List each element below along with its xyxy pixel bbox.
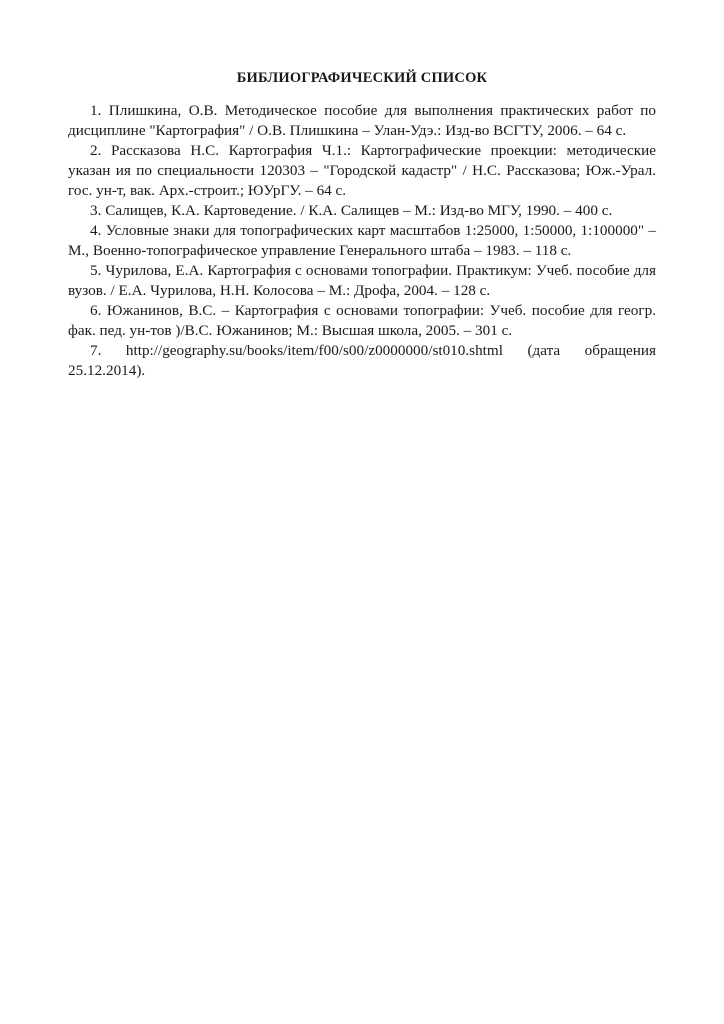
reference-item-2: 2. Рассказова Н.С. Картография Ч.1.: Картографические проекции: методические указан ия по специальности 120303 – "Городской кадастр" / Н.С. Рассказова; Юж.-Урал. гос. ун-т, вак. Арх.-строит.; ЮУрГУ. – 64 с. <box>68 142 656 199</box>
reference-item-6: 6. Южанинов, В.С. – Картография с основами топографии: Учеб. пособие для геогр. фак. пед. ун-тов )/В.С. Южанинов; М.: Высшая школа, 2005. – 301 с. <box>68 302 656 339</box>
reference-item-3: 3. Салищев, К.А. Картоведение. / К.А. Салищев – М.: Изд-во МГУ, 1990. – 400 с. <box>90 202 613 219</box>
reference-item-4: 4. Условные знаки для топографических карт масштабов 1:25000, 1:50000, 1:100000" – М., Военно-топографическое управление Генерального штаба – 1983. – 118 с. <box>68 222 656 259</box>
reference-item-1: 1. Плишкина, О.В. Методическое пособие для выполнения практических работ по дисциплине "Картография" / О.В. Плишкина – Улан-Удэ.: Изд-во ВСГТУ, 2006. – 64 с. <box>68 102 656 139</box>
page-title: БИБЛИОГРАФИЧЕСКИЙ СПИСОК <box>236 70 488 86</box>
reference-list <box>68 101 656 381</box>
bibliography-section <box>68 70 656 381</box>
reference-item-5: 5. Чурилова, Е.А. Картография с основами топографии. Практикум: Учеб. пособие для вузов. / Е.А. Чурилова, Н.Н. Колосова – М.: Дрофа, 2004. – 128 с. <box>68 262 656 299</box>
reference-item-7: 7. http://geography.su/books/item/f00/s00/z0000000/st010.shtml (дата обращения 25.12.2014). <box>68 342 656 379</box>
